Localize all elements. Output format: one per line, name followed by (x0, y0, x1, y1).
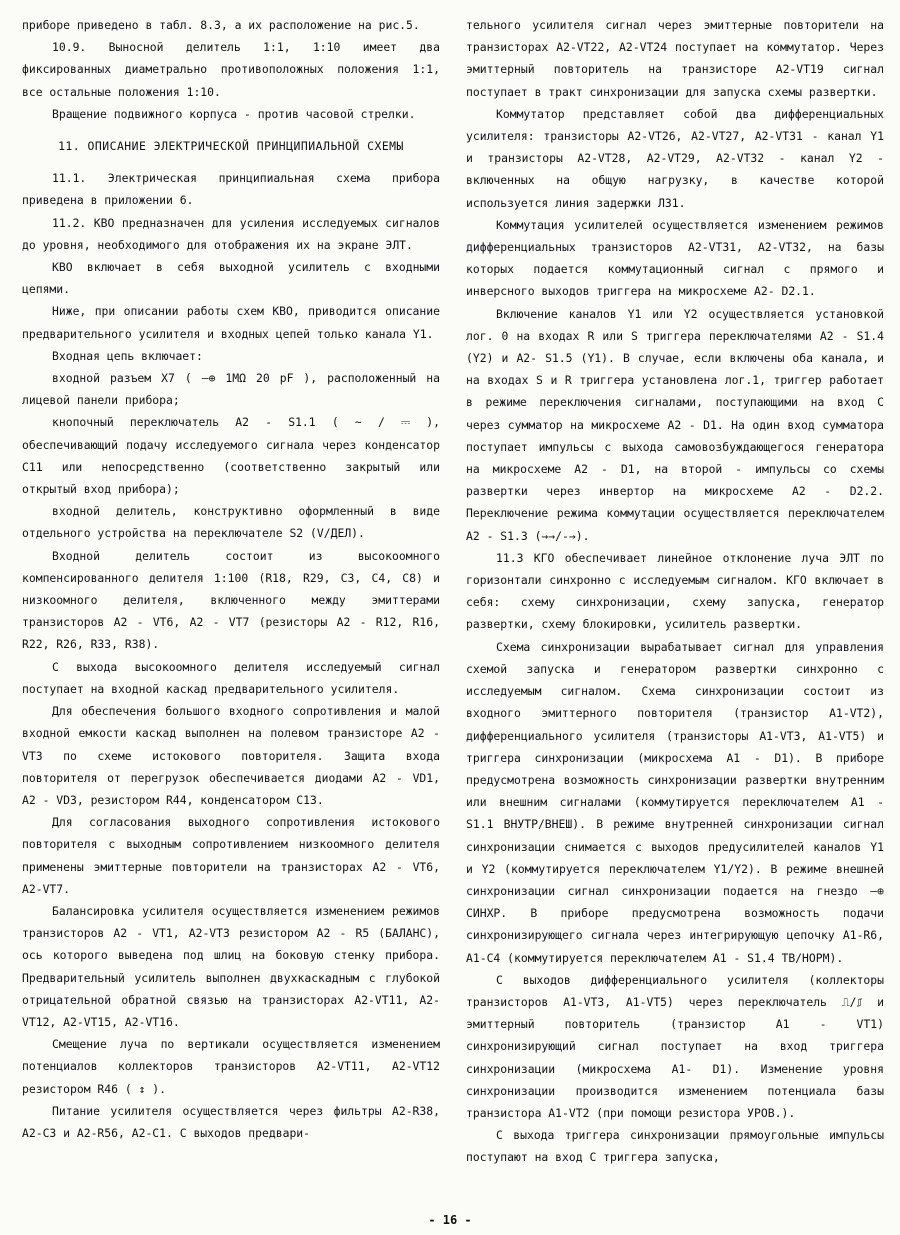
left-text-column (22, 14, 440, 1144)
paragraph: Входная цепь включает: (52, 348, 203, 363)
paragraph: 11.2. КВО предназначен для усиления исследуемых сигналов до уровня, необходимого для отображения их на экране ЭЛТ. (22, 215, 440, 252)
paragraph: Включение каналов Y1 или Y2 осуществляется установкой лог. 0 на входах R или S триггера переключателями А2 - S1.4 (Y2) и А2- S1.5 (Y1). В случае, если включены оба канала, и на входах S и R триггера установлена лог.1, триггер работает в режиме переключения сигналами, поступающими на вход С через сумматор на микросхеме А2 - D1. На один вход сумматора поступает импульсы с выхода самовозбуждающегося генератора на микросхеме А2 - D1, на второй - импульсы со схемы развертки через инвертор на микросхеме А2 - D2.2. Переключение режима коммутации осуществляется переключателем А2 - S1.3 (→→/-→). (466, 306, 884, 543)
paragraph: Схема синхронизации вырабатывает сигнал для управления схемой запуска и генератором развертки синхронно с исследуемым сигналом. Схема синхронизации состоит из входного эмиттерного повторителя (транзистор А1-VT2), дифференциального усилителя (транзисторы А1-VT3, А1-VT5) и триггера синхронизации (микросхема А1 - D1). В приборе предусмотрена возможность синхронизации развертки внутренним или внешним сигналами (коммутируется переключателем А1 - S1.1 ВНУТР/ВНЕШ). В режиме внутренней синхронизации сигнал синхронизации снимается с выходов предусилителей каналов Y1 и Y2 (коммутируется переключателем Y1/Y2). В режиме внешней синхронизации сигнал синхронизации подается на гнездо —⊕ СИНХР. В приборе предусмотрена возможность подачи синхронизирующего сигнала через интегрирующую цепочку А1-R6, А1-С4 (коммутируется переключателем А1 - S1.4 ТВ/НОРМ). (466, 639, 884, 965)
paragraph: Коммутация усилителей осуществляется изменением режимов дифференциальных транзисторов А2-VT31, А2-VT32, на базы которых подается коммутационный сигнал с прямого и инверсного выходов триггера на микросхеме А2- D2.1. (466, 217, 884, 299)
paragraph: Ниже, при описании работы схем КВО, приводится описание предварительного усилителя и входных цепей только канала Y1. (22, 304, 440, 341)
paragraph: 11.1. Электрическая принципиальная схема прибора приведена в приложении 6. (22, 171, 440, 208)
paragraph: 11.3 КГО обеспечивает линейное отклонение луча ЭЛТ по горизонтали синхронно с исследуемым сигналом. КГО включает в себя: схему синхронизации, схему запуска, генератор развертки, схему блокировки, усилитель развертки. (466, 550, 884, 632)
paragraph: Коммутатор представляет собой два дифференциальных усилителя: транзисторы А2-VT26, А2-VT27, А2-VT31 - канал Y1 и транзисторы А2-VT28, А2-VT29, А2-VT32 - канал Y2 - включенных на общую нагрузку, в качестве которой используется линия задержки ЛЗ1. (466, 106, 884, 210)
paragraph: С выходов дифференциального усилителя (коллекторы транзисторов А1-VT3, А1-VT5) через переключатель ⎍/⎎ и эмиттерный повторитель (транзистор А1 - VT1) синхронизирующий сигнал поступает на вход триггера синхронизации (микросхема А1- D1). Изменение уровня синхронизации производится изменением потенциала базы транзистора А1-VT2 (при помощи резистора УРОВ.). (466, 972, 884, 1120)
paragraph: входной разъем Х7 ( —⊕ 1МΩ 20 pF ), расположенный на лицевой панели прибора; (22, 371, 440, 408)
paragraph: Входной делитель состоит из высокоомного компенсированного делителя 1:100 (R18, R29, С3, С4, С8) и низкоомного делителя, включенного между эмиттерами транзисторов А2 - VT6, А2 - VT7 (резисторы А2 - R12, R16, R22, R26, R33, R38). (22, 548, 440, 652)
paragraph: Балансировка усилителя осуществляется изменением режимов транзисторов А2 - VT1, А2-VT3 резистором А2 - R5 (БАЛАНС), ось которого выведена под шлиц на боковую стенку прибора. Предварительный усилитель выполнен двухкаскадным с глубокой отрицательной обратной связью на транзисторах А2-VT11, А2-VT12, А2-VT15, А2-VT16. (22, 903, 440, 1029)
paragraph: КВО включает в себя выходной усилитель с входными цепями. (22, 260, 440, 297)
section-heading: 11. ОПИСАНИЕ ЭЛЕКТРИЧЕСКОЙ ПРИНЦИПИАЛЬНОЙ СХЕМЫ (58, 139, 404, 154)
paragraph: Смещение луча по вертикали осуществляется изменением потенциалов коллекторов транзисторов А2-VT11, А2-VT12 резистором R46 ( ↕ ). (22, 1037, 440, 1096)
paragraph: С выхода высокоомного делителя исследуемый сигнал поступает на входной каскад предварительного усилителя. (22, 659, 440, 696)
paragraph: Питание усилителя осуществляется через фильтры А2-R38, А2-С3 и А2-R56, А2-С1. С выходов предвари- (22, 1103, 440, 1140)
paragraph: кнопочный переключатель А2 - S1.1 ( ~ / ⎓ ), обеспечивающий подачу исследуемого сигнала через конденсатор С11 или непосредственно (соответственно закрытый или открытый вход прибора); (22, 415, 440, 497)
paragraph: С выхода триггера синхронизации прямоугольные импульсы поступают на вход С триггера запуска, (466, 1128, 884, 1165)
paragraph: приборе приведено в табл. 8.3, а их расположение на рис.5. (22, 18, 420, 32)
paragraph: Для согласования выходного сопротивления истокового повторителя с выходным сопротивлением низкоомного делителя применены эмиттерные повторители на транзисторах А2 - VT6, А2-VT7. (22, 815, 440, 896)
paragraph: 10.9. Выносной делитель 1:1, 1:10 имеет два фиксированных диаметрально противоположных положения 1:1, все остальные положения 1:10. (22, 40, 440, 99)
right-text-column (466, 14, 884, 1169)
paragraph: Для обеспечения большого входного сопротивления и малой входной емкости каскад выполнен на полевом транзисторе А2 - VT3 по схеме истокового повторителя. Защита входа повторителя от перегрузок обеспечивается диодами А2 - VD1, А2 - VD3, резистором R44, конденсатором С13. (22, 704, 440, 807)
paragraph: входной делитель, конструктивно оформленный в виде отдельного устройства на переключателе S2 (V/ДЕЛ). (22, 504, 440, 541)
page-number: - 16 - (428, 1213, 472, 1227)
paragraph: Вращение подвижного корпуса - против часовой стрелки. (52, 106, 416, 121)
paragraph: тельного усилителя сигнал через эмиттерные повторители на транзисторах А2-VT22, А2-VT24 поступает на коммутатор. Через эмиттерный повторитель на транзисторе А2-VT19 сигнал поступает в тракт синхронизации для запуска схемы развертки. (466, 18, 884, 99)
